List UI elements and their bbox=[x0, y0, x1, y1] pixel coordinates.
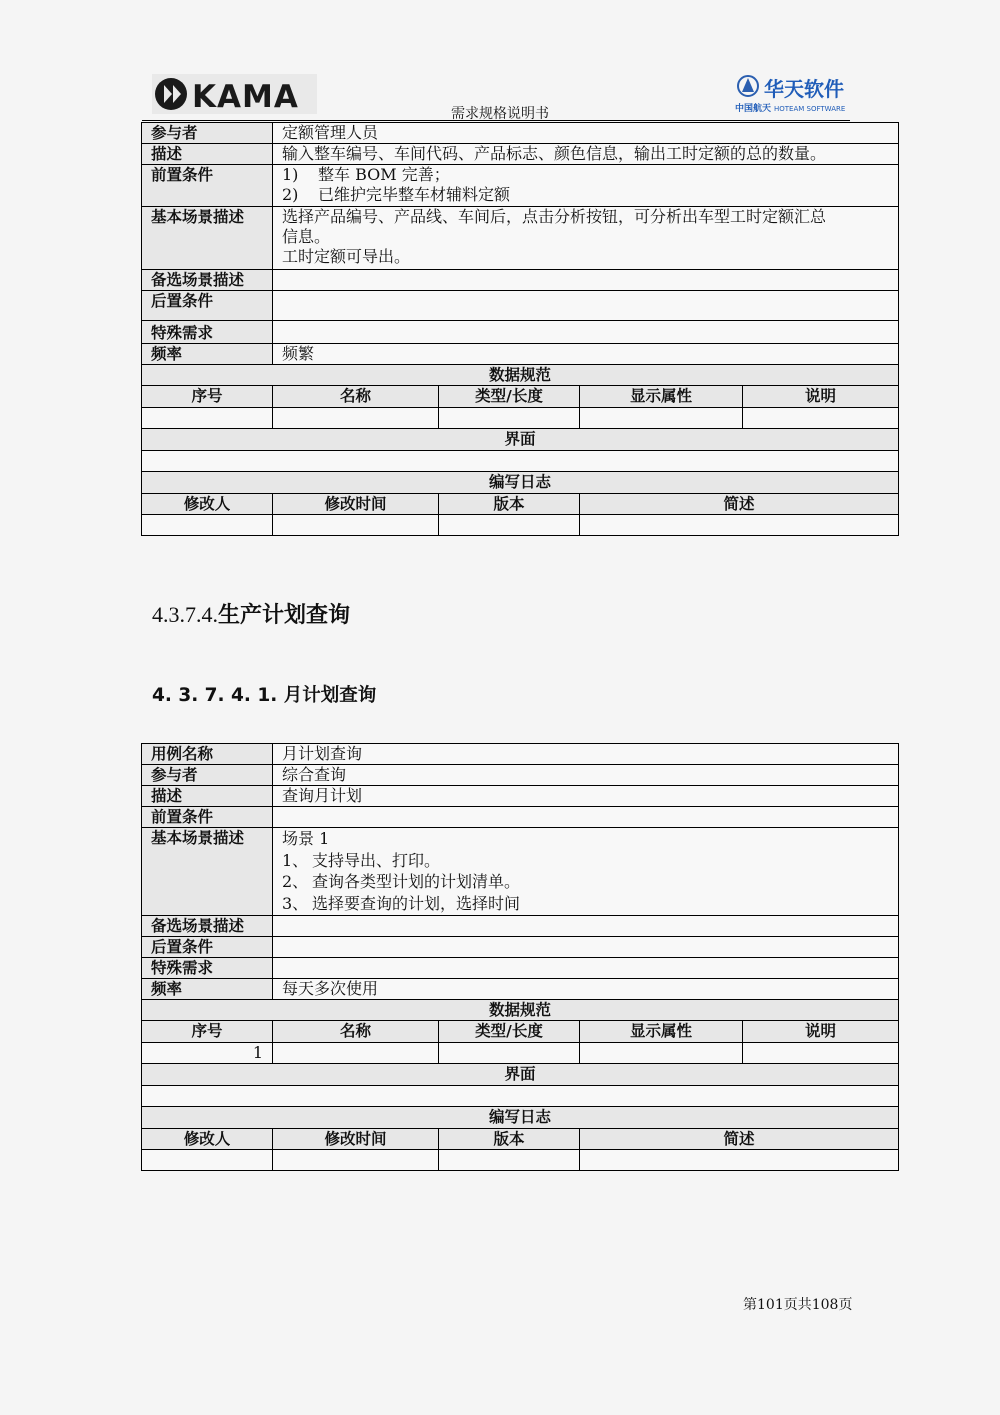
row-log-empty bbox=[142, 515, 899, 536]
row-data-spec-header bbox=[142, 386, 899, 408]
row-special bbox=[142, 321, 899, 344]
precondition-value bbox=[273, 165, 899, 207]
postcondition-value bbox=[273, 937, 899, 958]
cell bbox=[439, 515, 580, 536]
row-frequency bbox=[142, 979, 899, 1000]
cell bbox=[273, 1043, 439, 1064]
log-col-modifier: 修改人 bbox=[142, 1129, 273, 1150]
scenario-item: 3、 选择要查询的计划，选择时间 bbox=[282, 893, 521, 913]
alt-scenario-label: 备选场景描述 bbox=[142, 270, 273, 291]
special-value bbox=[273, 958, 899, 979]
row-postcondition bbox=[142, 291, 899, 321]
row-data-spec-1 bbox=[142, 1043, 899, 1064]
cell bbox=[743, 408, 899, 429]
section-heading-3: 4.3.7.4.生产计划查询 bbox=[152, 602, 351, 628]
page-number: 第101页共108页 bbox=[743, 1297, 853, 1313]
col-header-display: 显示属性 bbox=[580, 386, 743, 408]
row-data-spec-title bbox=[142, 1000, 899, 1021]
row-log-title bbox=[142, 472, 899, 494]
cell bbox=[142, 515, 273, 536]
scenario-line: 信息。 bbox=[282, 227, 331, 246]
row-precondition bbox=[142, 165, 899, 207]
participant-label: 参与者 bbox=[142, 123, 273, 144]
frequency-label: 频率 bbox=[142, 979, 273, 1000]
svg-text:KAMA: KAMA bbox=[192, 79, 299, 114]
cell bbox=[439, 408, 580, 429]
special-label: 特殊需求 bbox=[142, 321, 273, 344]
alt-scenario-value bbox=[273, 916, 899, 937]
description-value: 输入整车编号、车间代码、产品标志、颜色信息，输出工时定额的总的数量。 bbox=[273, 144, 899, 165]
precondition-label: 前置条件 bbox=[142, 807, 273, 828]
row-log-header bbox=[142, 1129, 899, 1150]
participant-label: 参与者 bbox=[142, 765, 273, 786]
ui-content bbox=[142, 451, 899, 472]
frequency-value: 频繁 bbox=[273, 344, 899, 365]
row-participant bbox=[142, 765, 899, 786]
cell bbox=[273, 515, 439, 536]
precondition-label: 前置条件 bbox=[142, 165, 273, 207]
cell bbox=[273, 408, 439, 429]
row-precondition bbox=[142, 807, 899, 828]
row-data-spec-header bbox=[142, 1021, 899, 1043]
log-col-version: 版本 bbox=[439, 494, 580, 515]
data-spec-title: 数据规范 bbox=[142, 365, 899, 386]
scenario-item: 2、 查询各类型计划的计划清单。 bbox=[282, 872, 521, 891]
row-description bbox=[142, 144, 899, 165]
log-title: 编写日志 bbox=[142, 472, 899, 494]
participant-value: 定额管理人员 bbox=[273, 123, 899, 144]
col-header-type: 类型/长度 bbox=[439, 1021, 580, 1043]
svg-text:中国航天: 中国航天 bbox=[735, 104, 772, 114]
cell bbox=[273, 1150, 439, 1171]
participant-value: 综合查询 bbox=[273, 765, 899, 786]
log-col-summary: 简述 bbox=[580, 1129, 899, 1150]
row-basic-scenario bbox=[142, 207, 899, 270]
row-participant bbox=[142, 123, 899, 144]
row-basic-scenario bbox=[142, 828, 899, 916]
cell bbox=[439, 1150, 580, 1171]
postcondition-label: 后置条件 bbox=[142, 291, 273, 321]
row-frequency bbox=[142, 344, 899, 365]
basic-scenario-label: 基本场景描述 bbox=[142, 828, 273, 916]
col-header-seq: 序号 bbox=[142, 1021, 273, 1043]
scenario-line: 选择产品编号、产品线、车间后，点击分析按钮，可分析出车型工时定额汇总 bbox=[282, 207, 827, 226]
row-ui-title bbox=[142, 1064, 899, 1086]
use-case-table-2 bbox=[141, 743, 899, 1171]
col-header-note: 说明 bbox=[743, 1021, 899, 1043]
special-label: 特殊需求 bbox=[142, 958, 273, 979]
row-ui-title bbox=[142, 429, 899, 451]
document-header-title: 需求规格说明书 bbox=[451, 106, 549, 122]
alt-scenario-value bbox=[273, 270, 899, 291]
log-col-time: 修改时间 bbox=[273, 494, 439, 515]
row-special bbox=[142, 958, 899, 979]
frequency-value: 每天多次使用 bbox=[273, 979, 899, 1000]
col-header-name: 名称 bbox=[273, 1021, 439, 1043]
col-header-name: 名称 bbox=[273, 386, 439, 408]
log-col-summary: 简述 bbox=[580, 494, 899, 515]
col-header-seq: 序号 bbox=[142, 386, 273, 408]
precondition-value bbox=[273, 807, 899, 828]
section-heading-4: 4. 3. 7. 4. 1. 月计划查询 bbox=[152, 685, 377, 706]
header-rule bbox=[142, 120, 850, 121]
frequency-label: 频率 bbox=[142, 344, 273, 365]
row-data-spec-title bbox=[142, 365, 899, 386]
row-log-empty bbox=[142, 1150, 899, 1171]
alt-scenario-label: 备选场景描述 bbox=[142, 916, 273, 937]
cell bbox=[439, 1043, 580, 1064]
ui-content bbox=[142, 1086, 899, 1107]
cell bbox=[580, 1150, 899, 1171]
description-label: 描述 bbox=[142, 144, 273, 165]
cell bbox=[580, 408, 743, 429]
scenario-line: 工时定额可导出。 bbox=[282, 247, 411, 266]
postcondition-label: 后置条件 bbox=[142, 937, 273, 958]
precondition-item: 2) 已维护完毕整车材辅料定额 bbox=[282, 185, 511, 204]
description-value: 查询月计划 bbox=[273, 786, 899, 807]
use-case-table-1 bbox=[141, 122, 899, 536]
cell bbox=[743, 1043, 899, 1064]
precondition-item: 1) 整车 BOM 完善； bbox=[282, 165, 450, 184]
row-log-header bbox=[142, 494, 899, 515]
log-title: 编写日志 bbox=[142, 1107, 899, 1129]
scenario-item: 1、 支持导出、打印。 bbox=[282, 850, 441, 870]
row-description bbox=[142, 786, 899, 807]
data-spec-title: 数据规范 bbox=[142, 1000, 899, 1021]
cell bbox=[142, 1150, 273, 1171]
scenario-title: 场景 1 bbox=[282, 829, 330, 848]
usecase-value: 月计划查询 bbox=[273, 744, 899, 765]
row-data-spec-empty bbox=[142, 408, 899, 429]
log-col-version: 版本 bbox=[439, 1129, 580, 1150]
row-postcondition bbox=[142, 937, 899, 958]
row-usecase bbox=[142, 744, 899, 765]
row-alt-scenario bbox=[142, 270, 899, 291]
postcondition-value bbox=[273, 291, 899, 321]
row-number: 1 bbox=[142, 1043, 273, 1064]
row-ui-empty bbox=[142, 1086, 899, 1107]
row-log-title bbox=[142, 1107, 899, 1129]
cell bbox=[580, 515, 899, 536]
basic-scenario-value bbox=[273, 828, 899, 916]
ui-title: 界面 bbox=[142, 1064, 899, 1086]
cell bbox=[580, 1043, 743, 1064]
row-ui-empty bbox=[142, 451, 899, 472]
description-label: 描述 bbox=[142, 786, 273, 807]
col-header-display: 显示属性 bbox=[580, 1021, 743, 1043]
usecase-label: 用例名称 bbox=[142, 744, 273, 765]
row-alt-scenario bbox=[142, 916, 899, 937]
special-value bbox=[273, 321, 899, 344]
cell bbox=[142, 408, 273, 429]
col-header-note: 说明 bbox=[743, 386, 899, 408]
col-header-type: 类型/长度 bbox=[439, 386, 580, 408]
ui-title: 界面 bbox=[142, 429, 899, 451]
svg-text:HOTEAM SOFTWARE: HOTEAM SOFTWARE bbox=[774, 105, 846, 113]
basic-scenario-value bbox=[273, 207, 899, 270]
basic-scenario-label: 基本场景描述 bbox=[142, 207, 273, 270]
log-col-time: 修改时间 bbox=[273, 1129, 439, 1150]
log-col-modifier: 修改人 bbox=[142, 494, 273, 515]
svg-text:华天软件: 华天软件 bbox=[764, 77, 844, 101]
